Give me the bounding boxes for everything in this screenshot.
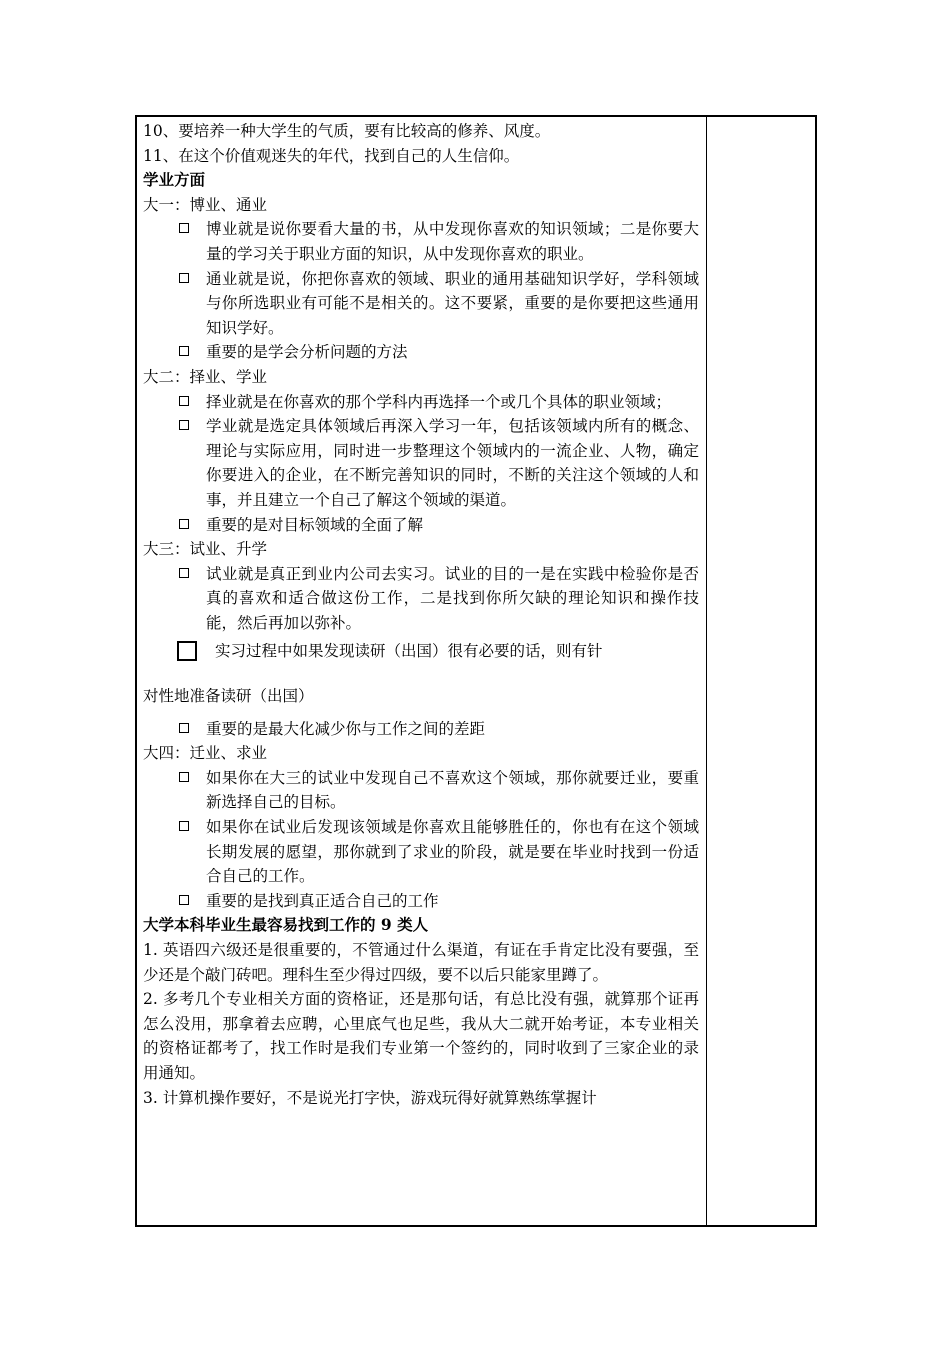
checkbox-icon	[179, 223, 189, 233]
checkbox-icon	[179, 821, 189, 831]
list-item: 如果你在大三的试业中发现自己不喜欢这个领域，那你就要迁业，要重新选择自己的目标。	[143, 766, 699, 815]
list-item: 重要的是最大化减少你与工作之间的差距	[143, 717, 699, 742]
checkbox-icon	[179, 420, 189, 430]
line-10: 10、要培养一种大学生的气质，要有比较高的修养、风度。	[143, 122, 551, 140]
list-item: 择业就是在你喜欢的那个学科内再选择一个或几个具体的职业领域；	[143, 390, 699, 415]
list-item: 重要的是学会分析问题的方法	[143, 340, 699, 365]
checkbox-icon	[179, 273, 189, 283]
paragraph: 1. 英语四六级还是很重要的，不管通过什么渠道，有证在手肯定比没有要强，至少还是个敲门砖吧。理科生至少得过四级，要不以后只能家里蹲了。	[143, 941, 699, 984]
section-title-academic: 学业方面	[143, 170, 206, 190]
year-heading: 大二：择业、学业	[143, 367, 268, 386]
checkbox-icon	[179, 519, 189, 529]
paragraph: 3. 计算机操作要好，不是说光打字快，游戏玩得好就算熟练掌握计	[143, 1088, 597, 1107]
line-11: 11、在这个价值观迷失的年代，找到自己的人生信仰。	[143, 146, 520, 165]
column-divider	[706, 117, 707, 1225]
list-item: 重要的是找到真正适合自己的工作	[143, 889, 699, 914]
section-title-jobs: 大学本科毕业生最容易找到工作的 9 类人	[143, 915, 429, 935]
list-item: 试业就是真正到业内公司去实习。试业的目的一是在实践中检验你是否真的喜欢和适合做这份工作，二是找到你所欠缺的理论知识和操作技能，然后再加以弥补。	[143, 562, 699, 636]
checkbox-icon	[179, 772, 189, 782]
document-table	[135, 115, 817, 1227]
list-item: 如果你在试业后发现该领域是你喜欢且能够胜任的，你也有在这个领域长期发展的愿望，那你就到了求业的阶段，就是要在毕业时找到一份适合自己的工作。	[143, 815, 699, 889]
checkbox-icon	[179, 568, 189, 578]
checkbox-icon	[179, 346, 189, 356]
checkbox-icon	[179, 723, 189, 733]
checkbox-icon	[177, 641, 197, 661]
year-heading: 大四：迁业、求业	[143, 744, 268, 763]
list-item: 博业就是说你要看大量的书，从中发现你喜欢的知识领域；二是你要大量的学习关于职业方面的知识，从中发现你喜欢的职业。	[143, 217, 699, 266]
paragraph: 2. 多考几个专业相关方面的资格证，还是那句话，有总比没有强，就算那个证再怎么没用，那拿着去应聘，心里底气也足些，我从大二就开始考证，本专业相关的资格证都考了，找工作时是我们专业第一个签约的，同时收到了三家企业的录用通知。	[143, 990, 699, 1082]
year-heading: 大一：博业、通业	[143, 195, 268, 214]
list-item: 通业就是说，你把你喜欢的领域、职业的通用基础知识学好，学科领域与你所选职业有可能不是相关的。这不要紧，重要的是你要把这些通用知识学好。	[143, 267, 699, 341]
checkbox-icon	[179, 895, 189, 905]
list-item: 重要的是对目标领域的全面了解	[143, 513, 699, 538]
year-heading: 大三：试业、升学	[143, 540, 268, 559]
list-item: 学业就是选定具体领域后再深入学习一年，包括该领域内所有的概念、理论与实际应用，同时进一步整理这个领域内的一流企业、人物，确定你要进入的企业，在不断完善知识的同时，不断的关注这个领域的人和事，并且建立一个自己了解这个领域的渠道。	[143, 414, 699, 512]
content-cell	[143, 119, 699, 1110]
checkbox-icon	[179, 396, 189, 406]
list-item: 实习过程中如果发现读研（出国）很有必要的话，则有针	[143, 639, 699, 664]
list-item-continuation: 对性地准备读研（出国）	[143, 687, 314, 706]
